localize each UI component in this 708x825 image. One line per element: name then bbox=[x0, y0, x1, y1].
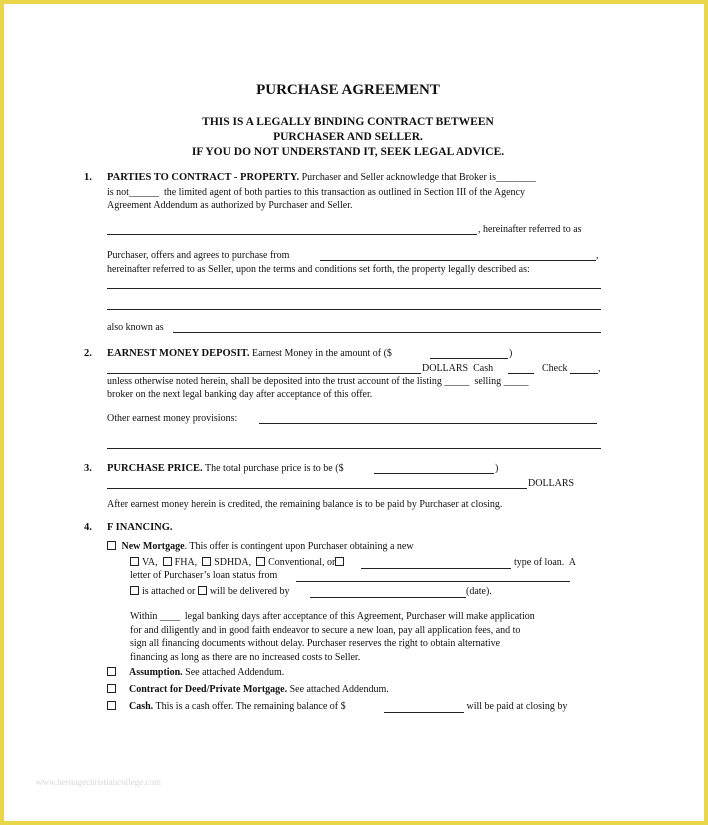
within-line-3: sign all financing documents without delay. Purchaser reserves the right to obtain alternative bbox=[130, 638, 501, 649]
section-1-line-5: Purchaser, offers and agrees to purchase from bbox=[107, 250, 290, 261]
new-mortgage-heading: New Mortgage bbox=[121, 541, 185, 552]
is-attached-checkbox[interactable] bbox=[130, 586, 139, 595]
other-provisions-field-1[interactable] bbox=[259, 423, 597, 424]
assumption-heading: Assumption. bbox=[129, 667, 183, 678]
document-title: PURCHASE AGREEMENT bbox=[256, 82, 440, 98]
earnest-words-field[interactable] bbox=[107, 373, 421, 374]
section-2-line-3: unless otherwise noted herein, shall be deposited into the trust account of the listing _____ selling _____ bbox=[107, 376, 529, 387]
section-2-heading: EARNEST MONEY DEPOSIT. bbox=[107, 348, 250, 359]
section-1-number: 1. bbox=[84, 172, 92, 183]
new-mortgage-checkbox[interactable] bbox=[107, 541, 116, 550]
seller-name-field[interactable] bbox=[320, 260, 596, 261]
cash-balance-field[interactable] bbox=[384, 712, 464, 713]
section-2-number: 2. bbox=[84, 348, 92, 359]
section-2-check: Check bbox=[542, 363, 568, 374]
assumption-checkbox[interactable] bbox=[107, 667, 116, 676]
section-3-line-1 bbox=[107, 463, 344, 475]
purchase-price-words-field[interactable] bbox=[107, 488, 527, 489]
earnest-amount-field[interactable] bbox=[430, 358, 508, 359]
conventional-label: Conventional, or bbox=[268, 557, 336, 568]
section-1-line-5-comma: , bbox=[596, 250, 599, 261]
new-mortgage-row bbox=[107, 541, 414, 553]
subtitle-line-3: IF YOU DO NOT UNDERSTAND IT, SEEK LEGAL ADVICE. bbox=[191, 146, 505, 158]
section-1-text: Purchaser and Seller acknowledge that Broker is________ bbox=[299, 172, 536, 183]
va-label: VA, bbox=[142, 557, 158, 568]
loan-type-row bbox=[130, 557, 347, 569]
section-2-comma: , bbox=[598, 363, 601, 374]
new-mortgage-text: . This offer is contingent upon Purchaser obtaining a new bbox=[184, 541, 414, 552]
legal-description-field-1[interactable] bbox=[107, 288, 601, 289]
sdhda-label: SDHDA, bbox=[214, 557, 252, 568]
section-1-line-6: hereinafter referred to as Seller, upon the terms and conditions set forth, the property legally described as: bbox=[107, 264, 530, 275]
section-1-heading: PARTIES TO CONTRACT - PROPERTY. bbox=[107, 172, 300, 183]
check-field[interactable] bbox=[570, 373, 598, 374]
cash-tail-text: will be paid at closing by bbox=[464, 701, 568, 712]
cash-checkbox[interactable] bbox=[107, 701, 116, 710]
section-1-line-2: is not______ the limited agent of both parties to this transaction as outlined in Section III of the Agency bbox=[107, 187, 525, 198]
section-2-line-4: broker on the next legal banking day after acceptance of this offer. bbox=[107, 389, 373, 400]
section-4-number: 4. bbox=[84, 522, 92, 533]
within-line-1: Within ____ legal banking days after acceptance of this Agreement, Purchaser will make application bbox=[130, 611, 535, 622]
sdhda-checkbox[interactable] bbox=[202, 557, 211, 566]
subtitle-line-1: THIS IS A LEGALLY BINDING CONTRACT BETWEEN bbox=[202, 116, 494, 128]
legal-description-field-2[interactable] bbox=[107, 309, 601, 310]
will-be-delivered-checkbox[interactable] bbox=[198, 586, 207, 595]
section-3-dollars: DOLLARS bbox=[528, 478, 575, 489]
attached-or-delivered-row bbox=[130, 586, 290, 598]
section-1-line-3: Agreement Addendum as authorized by Purchaser and Seller. bbox=[107, 200, 353, 211]
cash-field[interactable] bbox=[508, 373, 534, 374]
fha-checkbox[interactable] bbox=[163, 557, 172, 566]
section-3-text: The total purchase price is to be ($ bbox=[202, 463, 344, 474]
contract-for-deed-checkbox[interactable] bbox=[107, 684, 116, 693]
document bbox=[4, 4, 704, 821]
section-3-paren: ) bbox=[495, 463, 499, 474]
type-of-loan-text: type of loan. A bbox=[514, 557, 576, 568]
assumption-row bbox=[107, 667, 284, 679]
watermark: www.heritagechristiancollege.com bbox=[36, 777, 161, 787]
section-2-line-5: Other earnest money provisions: bbox=[107, 413, 238, 424]
section-2-paren: ) bbox=[509, 348, 513, 359]
section-2-text: Earnest Money in the amount of ($ bbox=[249, 348, 392, 359]
date-label: (date). bbox=[466, 586, 492, 597]
cash-heading: Cash. bbox=[129, 701, 154, 712]
will-be-delivered-label: will be delivered by bbox=[209, 586, 290, 597]
purchaser-name-field[interactable] bbox=[107, 234, 477, 235]
purchase-price-field[interactable] bbox=[374, 473, 494, 474]
contract-for-deed-heading: Contract for Deed/Private Mortgage. bbox=[129, 684, 288, 695]
section-3-line-3: After earnest money herein is credited, the remaining balance is to be paid by Purchaser at closing. bbox=[107, 499, 503, 510]
va-checkbox[interactable] bbox=[130, 557, 139, 566]
section-1-line-4: , hereinafter referred to as bbox=[478, 224, 582, 235]
also-known-as-field[interactable] bbox=[173, 332, 601, 333]
section-1-line-7: also known as bbox=[107, 322, 164, 333]
section-2-line-1 bbox=[107, 348, 392, 360]
cash-text: This is a cash offer. The remaining balance of $ bbox=[153, 701, 346, 712]
section-3-heading: PURCHASE PRICE. bbox=[107, 463, 203, 474]
fha-label: FHA, bbox=[174, 557, 198, 568]
letter-of-status-text: letter of Purchaser’s loan status from bbox=[130, 570, 278, 581]
section-4-heading: F INANCING. bbox=[107, 522, 173, 533]
other-provisions-field-2[interactable] bbox=[107, 448, 601, 449]
section-3-number: 3. bbox=[84, 463, 92, 474]
loan-status-from-field[interactable] bbox=[296, 581, 570, 582]
within-line-2: for and diligently and in good faith endeavor to secure a new loan, pay all application fees, and to bbox=[130, 625, 521, 636]
other-loan-type-field[interactable] bbox=[361, 568, 511, 569]
within-line-4: financing as long as there are no increased costs to Seller. bbox=[130, 652, 361, 663]
cash-row bbox=[107, 701, 346, 713]
assumption-text: See attached Addendum. bbox=[182, 667, 285, 678]
is-attached-label: is attached or bbox=[142, 586, 196, 597]
contract-for-deed-text: See attached Addendum. bbox=[287, 684, 389, 695]
contract-for-deed-row bbox=[107, 684, 389, 696]
section-2-dollars-cash: DOLLARS Cash bbox=[422, 363, 494, 374]
subtitle-line-2: PURCHASER AND SELLER. bbox=[273, 131, 423, 143]
other-loan-checkbox[interactable] bbox=[335, 557, 344, 566]
delivery-date-field[interactable] bbox=[310, 597, 466, 598]
conventional-checkbox[interactable] bbox=[256, 557, 265, 566]
section-1-line-1 bbox=[107, 172, 536, 184]
